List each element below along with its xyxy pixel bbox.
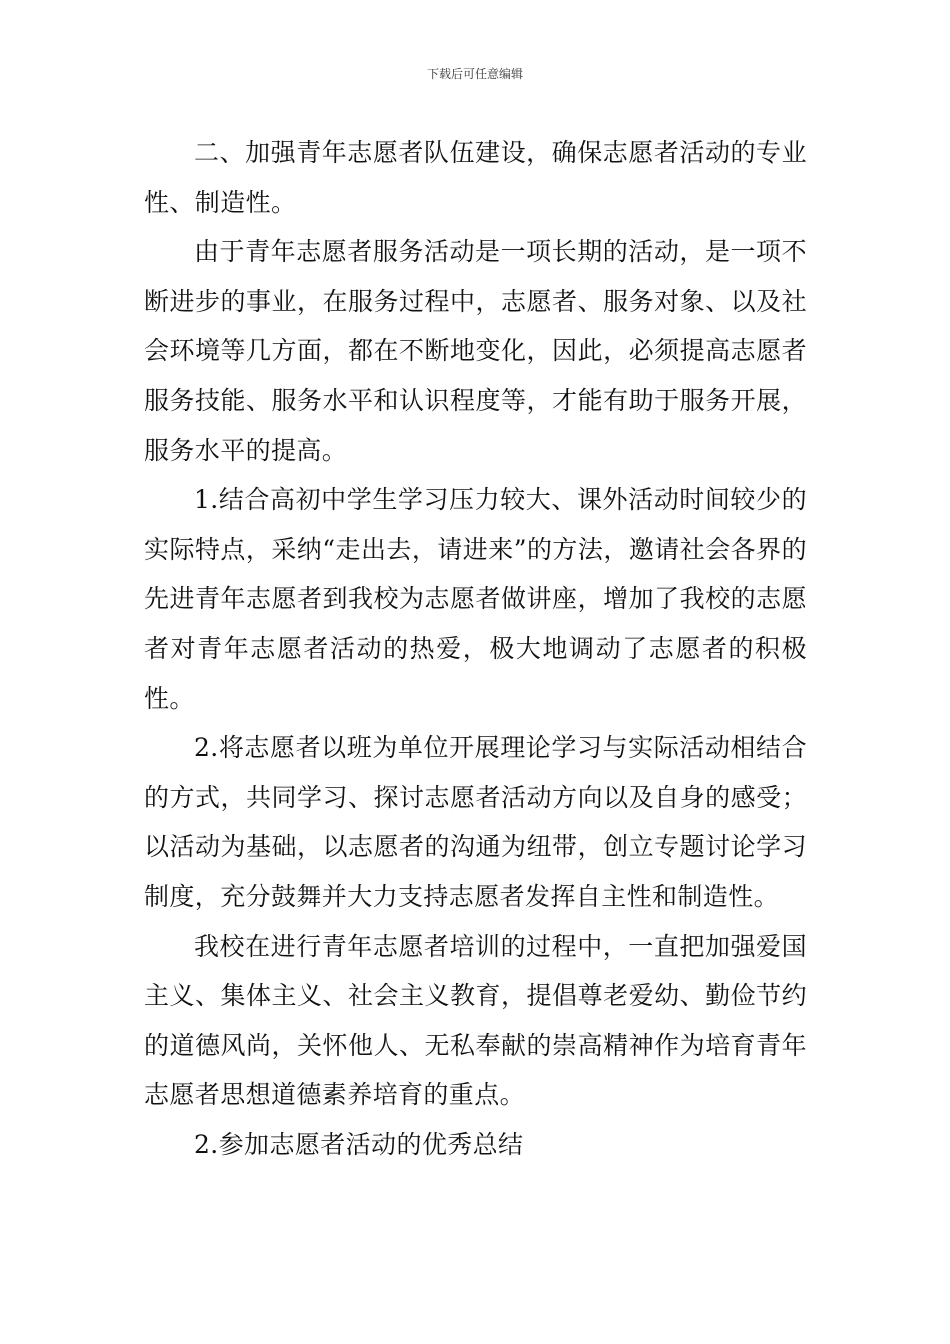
paragraph-intro: 由于青年志愿者服务活动是一项长期的活动，是一项不断进步的事业，在服务过程中，志愿者、服务对象、以及社会环境等几方面，都在不断地变化，因此，必须提高志愿者服务技能、服务水平和认识程度等，才能有助于服务开展，服务水平的提高。 [144, 237, 807, 465]
paragraph-item-1: 1.结合高初中学生学习压力较大、课外活动时间较少的实际特点，采纳“走出去，请进来”的方法，邀请社会各界的先进青年志愿者到我校为志愿者做讲座，增加了我校的志愿者对青年志愿者活动的热爱，极大地调动了志愿者的积极性。 [144, 485, 807, 713]
page-header: 下载后可任意编辑 [426, 67, 523, 81]
paragraph-training: 我校在进行青年志愿者培训的过程中，一直把加强爱国主义、集体主义、社会主义教育，提倡尊老爱幼、勤俭节约的道德风尚，关怀他人、无私奉献的崇高精神作为培育青年志愿者思想道德素养培育的重点。 [144, 931, 807, 1110]
document-body [144, 128, 807, 1169]
paragraph-item-2: 2.将志愿者以班为单位开展理论学习与实际活动相结合的方式，共同学习、探讨志愿者活动方向以及自身的感受；以活动为基础，以志愿者的沟通为纽带，创立专题讨论学习制度，充分鼓舞并大力支持志愿者发挥自主性和制造性。 [144, 733, 807, 911]
paragraph-heading-section-2: 二、加强青年志愿者队伍建设，确保志愿者活动的专业性、制造性。 [144, 138, 807, 217]
paragraph-subheading: 2.参加志愿者活动的优秀总结 [194, 1129, 524, 1159]
